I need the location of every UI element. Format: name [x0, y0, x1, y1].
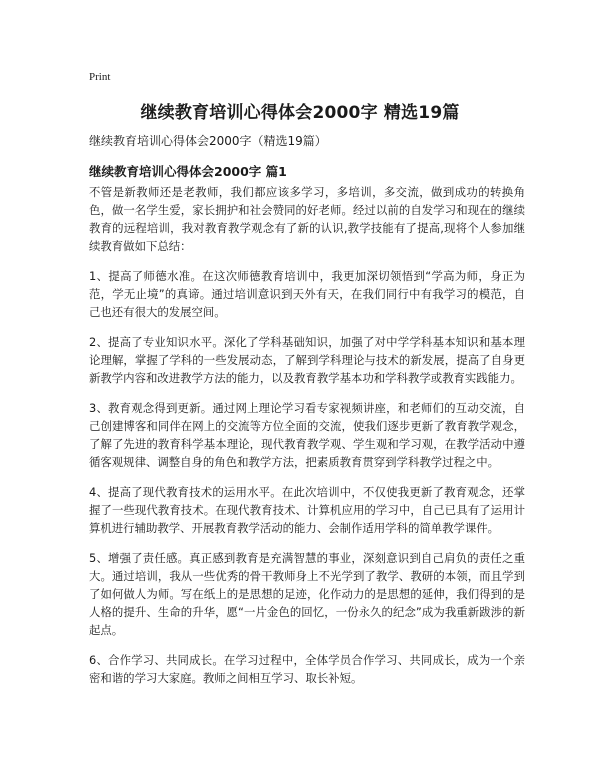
- paragraph-4: 4、提高了现代教育技术的运用水平。在此次培训中，不仅使我更新了教育观念，还掌握了一些现代教育技术。在现代教育技术、计算机应用的学习中，自己已具有了运用计算机进行辅助教学、开展教育教学活动的能力、会制作适用学科的简单教学课件。: [89, 485, 525, 535]
- paragraph-6: 6、合作学习、共同成长。在学习过程中，全体学员合作学习、共同成长，成为一个亲密和谐的学习大家庭。教师之间相互学习、取长补短。: [89, 653, 525, 685]
- paragraph-intro: 不管是新教师还是老教师，我们都应该多学习，多培训，多交流，做到成功的转换角色，做一名学生爱，家长拥护和社会赞同的好老师。经过以前的自发学习和现在的继续教育的远程培训，我对教育教学观念有了新的认识,教学技能有了提高,现将个人参加继续教育做如下总结：: [89, 185, 525, 253]
- article-body: [89, 183, 525, 699]
- paragraph-3: 3、教育观念得到更新。通过网上理论学习看专家视频讲座，和老师们的互动交流，自己创建博客和同伴在网上的交流等方位全面的交流，使我们逐步更新了教育教学观念，了解了先进的教育科学基本理论，现代教育教学观、学生观和学习观，在教学活动中遵循客观规律、调整自身的角色和教学方法，把素质教育贯穿到学科教学过程之中。: [89, 401, 525, 469]
- section-heading: 继续教育培训心得体会2000字 篇1: [89, 164, 287, 179]
- page-subtitle: 继续教育培训心得体会2000字（精选19篇）: [89, 134, 327, 148]
- paragraph-1: 1、提高了师德水准。在这次师德教育培训中，我更加深切领悟到“学高为师，身正为范，学无止境”的真谛。通过培训意识到天外有天，在我们同行中有我学习的模范，自己也还有很大的发展空间。: [89, 269, 525, 319]
- print-label: Print: [89, 71, 111, 83]
- paragraph-2: 2、提高了专业知识水平。深化了学科基础知识，加强了对中学学科基本知识和基本理论理解，掌握了学科的一些发展动态，了解到学科理论与技术的新发展，提高了自身更新教学内容和改进教学方法的能力，以及教育教学基本功和学科教学或教育实践能力。: [89, 335, 525, 385]
- paragraph-5: 5、增强了责任感。真正感到教育是充满智慧的事业，深刻意识到自己肩负的责任之重大。通过培训，我从一些优秀的骨干教师身上不光学到了教学、教研的本领，而且学到了如何做人为师。写在纸上的是思想的足迹，化作动力的是思想的延伸，我们得到的是人格的提升、生命的升华，愿“一片金色的回忆，一份永久的纪念”成为我重新跋涉的新起点。: [89, 551, 525, 637]
- page-title: 继续教育培训心得体会2000字 精选19篇: [140, 103, 460, 123]
